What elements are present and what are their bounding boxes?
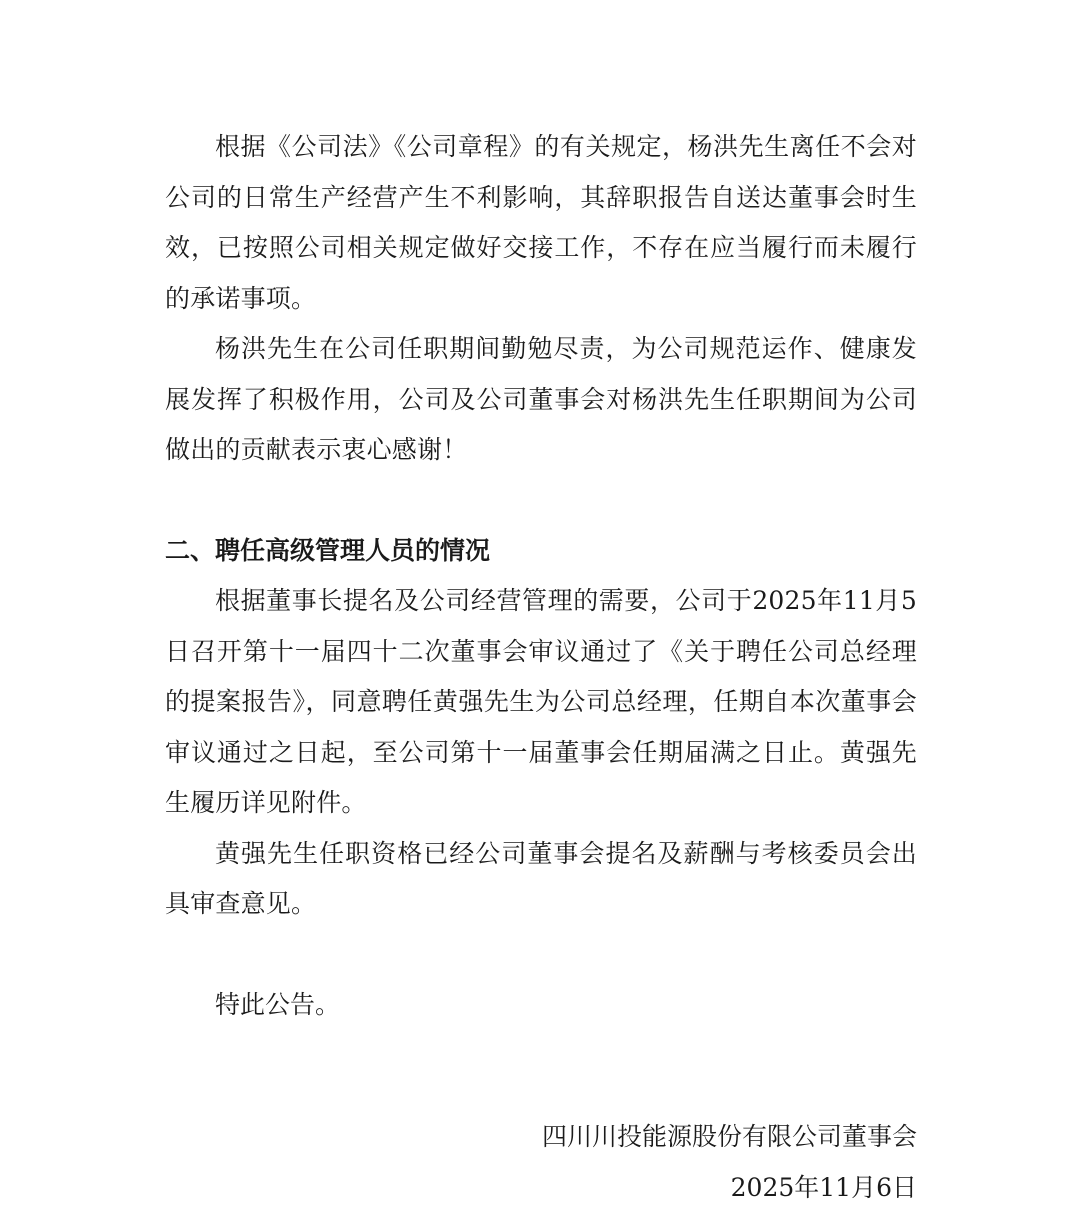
section-heading-appointment: 二、聘任高级管理人员的情况 [165, 535, 491, 565]
signature-company: 四川川投能源股份有限公司董事会 [541, 1122, 917, 1151]
spacer [165, 476, 917, 526]
document-body [165, 122, 917, 1030]
signature-block [542, 1112, 917, 1213]
paragraph-qualification: 黄强先生任职资格已经公司董事会提名及薪酬与考核委员会出具审查意见。 [165, 838, 917, 918]
closing-statement: 特此公告。 [215, 989, 341, 1019]
signature-date: 2025年11月6日 [730, 1172, 917, 1202]
spacer [165, 930, 917, 980]
paragraph-resignation-effect: 根据《公司法》《公司章程》的有关规定，杨洪先生离任不会对公司的日常生产经营产生不利影响，其辞职报告自送达董事会时生效，已按照公司相关规定做好交接工作，不存在应当履行而未履行的承诺事项。 [165, 132, 917, 313]
paragraph-thanks: 杨洪先生在公司任职期间勤勉尽责，为公司规范运作、健康发展发挥了积极作用，公司及公司董事会对杨洪先生任职期间为公司做出的贡献表示衷心感谢！ [165, 334, 917, 464]
paragraph-appointment: 根据董事长提名及公司经营管理的需要，公司于2025年11月5日召开第十一届四十二次董事会审议通过了《关于聘任公司总经理的提案报告》，同意聘任黄强先生为公司总经理，任期自本次董事会审议通过之日起，至公司第十一届董事会任期届满之日止。黄强先生履历详见附件。 [165, 586, 917, 817]
